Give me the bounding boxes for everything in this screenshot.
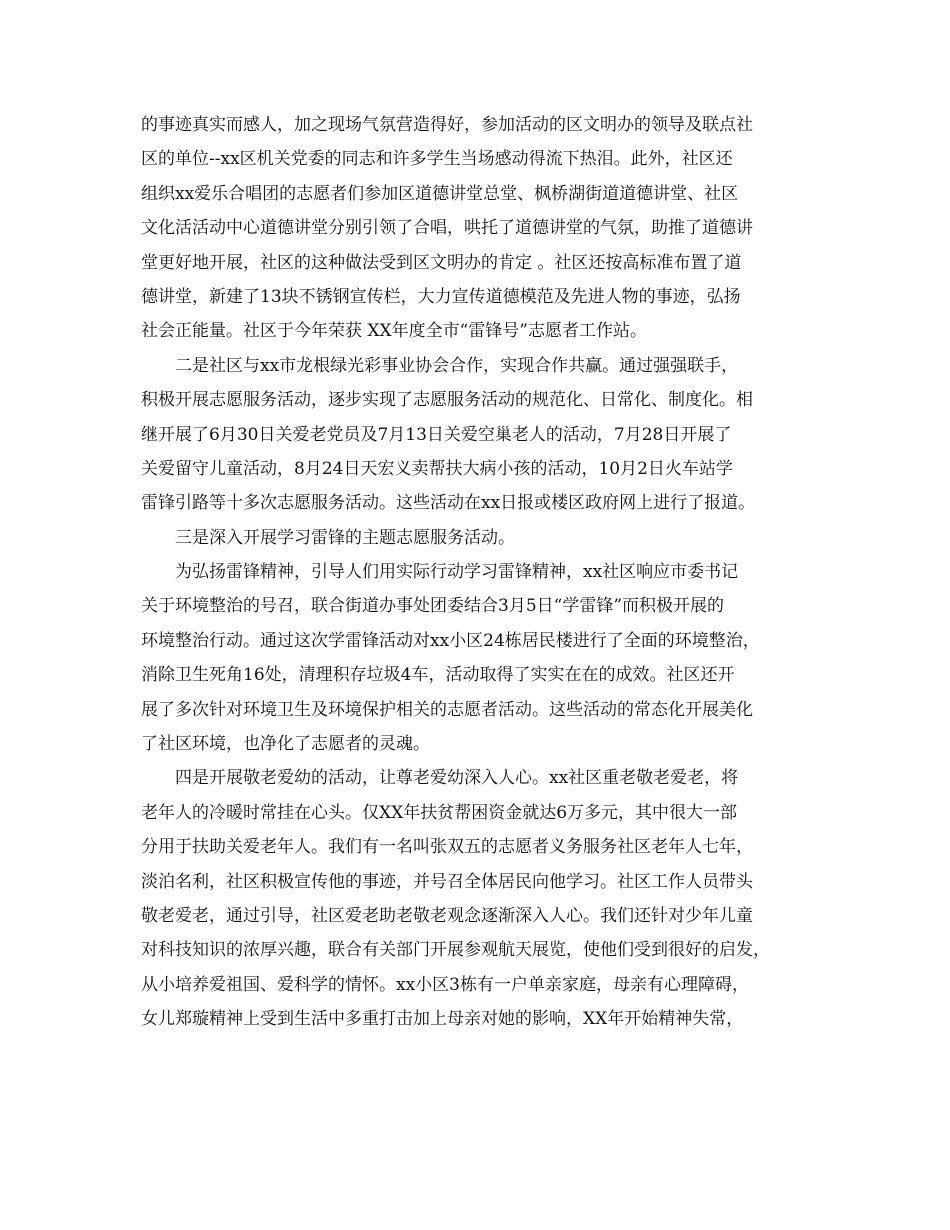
text-line: 德讲堂，新建了13块不锈钢宣传栏，大力宣传道德模范及先进人物的事迹，弘扬 — [141, 286, 741, 307]
paragraph-start-line: 为弘扬雷锋精神，引导人们用实际行动学习雷锋精神，xx社区响应市委书记 — [175, 562, 739, 583]
text-line: 组织xx爱乐合唱团的志愿者们参加区道德讲堂总堂、枫桥湖街道道德讲堂、社区 — [141, 183, 739, 204]
paragraph-start-line: 二是社区与xx市龙根绿光彩事业协会合作，实现合作共赢。通过强强联手， — [175, 355, 739, 376]
text-line: 从小培养爱祖国、爱科学的情怀。xx小区3栋有一户单亲家庭，母亲有心理障碍， — [141, 974, 749, 995]
text-line: 雷锋引路等十多次志愿服务活动。这些活动在xx日报或楼区政府网上进行了报道。 — [141, 493, 756, 514]
text-line: 社会正能量。社区于今年荣获 XX年度全市“雷锋号”志愿者工作站。 — [141, 321, 647, 342]
text-line: 关于环境整治的号召，联合街道办事处团委结合3月5日“学雷锋”而积极开展的 — [141, 596, 725, 617]
text-line: 淡泊名利，社区积极宣传他的事迹，并号召全体居民向他学习。社区工作人员带头 — [141, 871, 753, 892]
text-line: 对科技知识的浓厚兴趣，联合有关部门开展参观航天展览，使他们受到很好的启发， — [141, 940, 770, 961]
text-line: 积极开展志愿服务活动，逐步实现了志愿服务活动的规范化、日常化、制度化。相 — [141, 390, 753, 411]
section-heading-line: 三是深入开展学习雷锋的主题志愿服务活动。 — [175, 527, 515, 548]
text-line: 消除卫生死角16处，清理积存垃圾4车，活动取得了实实在在的成效。社区还开 — [141, 665, 735, 686]
text-line: 关爱留守儿童活动，8月24日天宏义卖帮扶大病小孩的活动，10月2日火车站学 — [141, 458, 733, 479]
text-line: 女儿郑璇精神上受到生活中多重打击加上母亲对她的影响，XX年开始精神失常， — [141, 1009, 744, 1030]
paragraph-start-line: 四是开展敬老爱幼的活动，让尊老爱幼深入人心。xx社区重老敬老爱老，将 — [175, 768, 739, 789]
text-line: 的事迹真实而感人，加之现场气氛营造得好，参加活动的区文明办的领导及联点社 — [141, 115, 753, 135]
text-line: 堂更好地开展，社区的这种做法受到区文明办的肯定 。社区还按高标准布置了道 — [141, 252, 742, 273]
text-line: 环境整治行动。通过这次学雷锋活动对xx小区24栋居民楼进行了全面的环境整治， — [141, 630, 760, 651]
text-line: 区的单位--xx区机关党委的同志和许多学生当场感动得流下热泪。此外，社区还 — [141, 149, 733, 170]
text-line: 展了多次针对环境卫生及环境保护相关的志愿者活动。这些活动的常态化开展美化 — [141, 699, 753, 720]
text-line: 敬老爱老，通过引导，社区爱老助老敬老观念逐渐深入人心。我们还针对少年儿童 — [141, 905, 753, 926]
text-line: 继开展了6月30日关爱老党员及7月13日关爱空巢老人的活动，7月28日开展了 — [141, 424, 732, 445]
text-line: 了社区环境，也净化了志愿者的灵魂。 — [141, 734, 430, 755]
text-line: 文化活活动中心道德讲堂分别引领了合唱，哄托了道德讲堂的气氛，助推了道德讲 — [141, 218, 753, 239]
text-line: 老年人的冷暖时常挂在心头。仅XX年扶贫帮困资金就达6万多元，其中很大一部 — [141, 802, 738, 823]
text-line: 分用于扶助关爱老年人。我们有一名叫张双五的志愿者义务服务社区老年人七年， — [141, 837, 753, 858]
body-text — [141, 108, 831, 1037]
